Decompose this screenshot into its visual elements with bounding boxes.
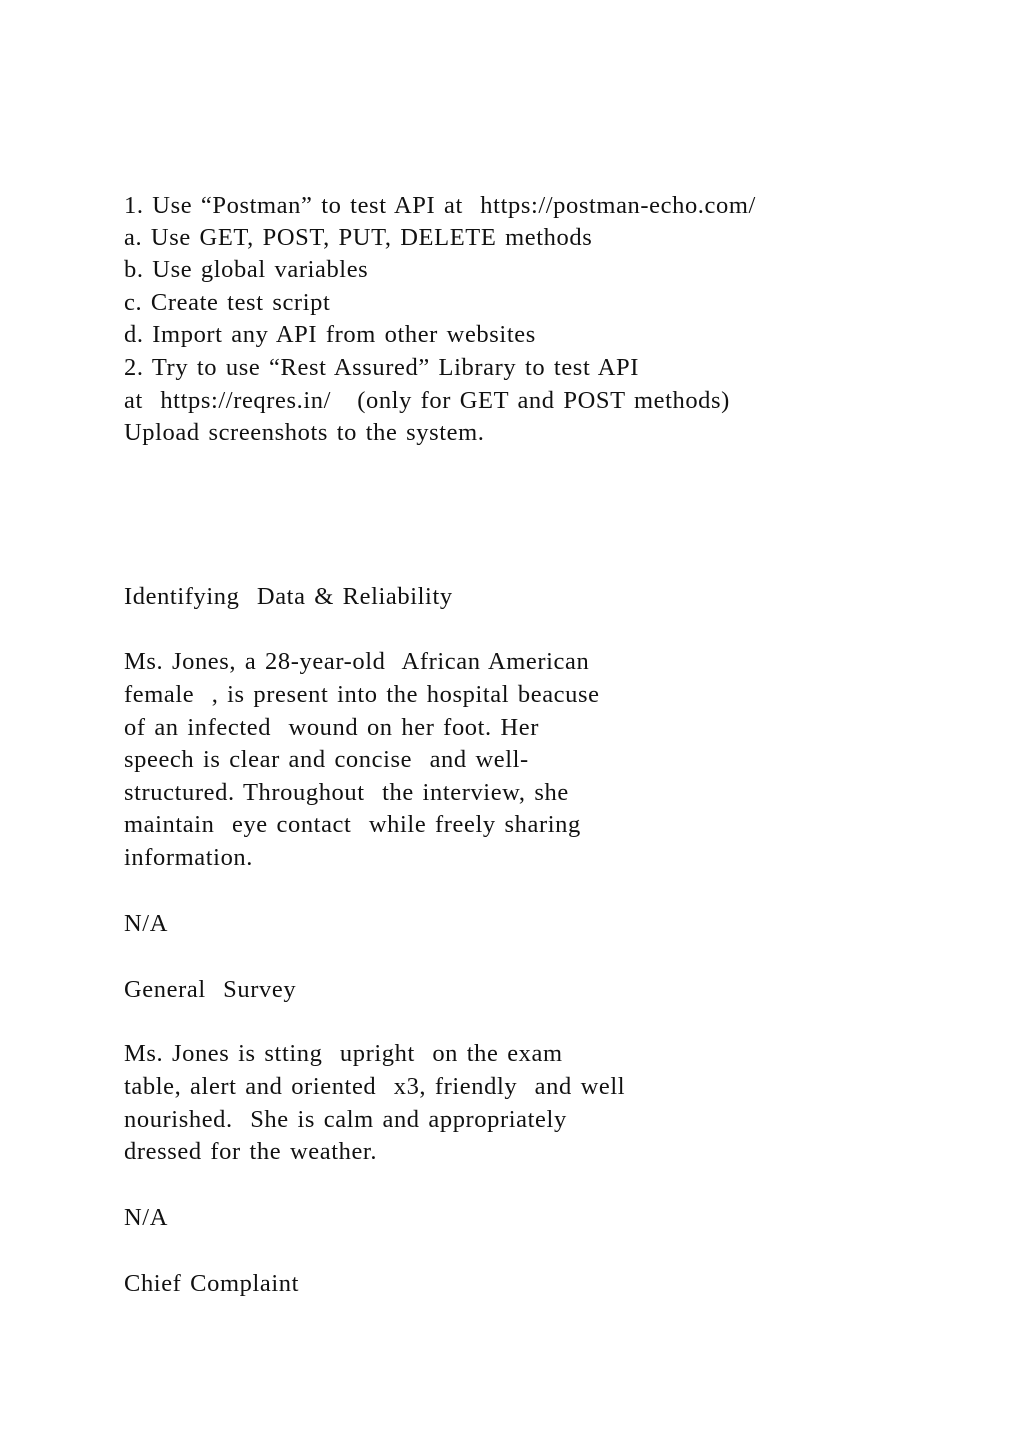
general-survey-heading: General Survey: [124, 976, 297, 1003]
identifying-data-line: female , is present into the hospital beacuse: [124, 681, 600, 708]
general-survey-line: table, alert and oriented x3, friendly and well: [124, 1073, 626, 1100]
general-survey-na: N/A: [124, 1204, 168, 1231]
identifying-data-na: N/A: [124, 910, 168, 937]
identifying-data-line: speech is clear and concise and well-: [124, 746, 529, 773]
assignment-item-2-continued: at https://reqres.in/ (only for GET and POST methods): [124, 387, 730, 414]
identifying-data-line: maintain eye contact while freely sharing: [124, 811, 581, 838]
assignment-item-1b: b. Use global variables: [124, 256, 369, 283]
assignment-item-1: 1. Use “Postman” to test API at https://postman-echo.com/: [124, 192, 756, 219]
assignment-item-1a: a. Use GET, POST, PUT, DELETE methods: [124, 224, 593, 251]
identifying-data-line: structured. Throughout the interview, she: [124, 779, 569, 806]
identifying-data-line: Ms. Jones, a 28-year-old African American: [124, 648, 590, 675]
identifying-data-heading: Identifying Data & Reliability: [124, 583, 453, 610]
assignment-item-1d: d. Import any API from other websites: [124, 321, 536, 348]
general-survey-line: dressed for the weather.: [124, 1138, 378, 1165]
assignment-item-2: 2. Try to use “Rest Assured” Library to test API: [124, 354, 640, 381]
general-survey-line: Ms. Jones is stting upright on the exam: [124, 1040, 563, 1067]
identifying-data-line: of an infected wound on her foot. Her: [124, 714, 540, 741]
chief-complaint-heading: Chief Complaint: [124, 1270, 299, 1297]
identifying-data-line: information.: [124, 844, 253, 871]
assignment-item-1c: c. Create test script: [124, 289, 331, 316]
general-survey-line: nourished. She is calm and appropriately: [124, 1106, 567, 1133]
assignment-upload-note: Upload screenshots to the system.: [124, 419, 485, 446]
